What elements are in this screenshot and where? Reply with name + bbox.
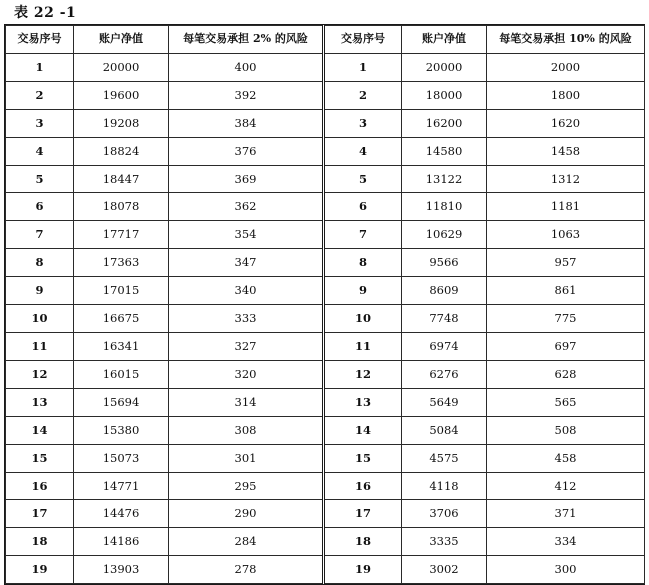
table-row xyxy=(6,109,645,137)
cell-risk-10pct: 957 xyxy=(487,249,645,277)
cell-seq-left: 9 xyxy=(6,277,74,305)
cell-risk-2pct: 362 xyxy=(169,193,324,221)
cell-risk-2pct: 384 xyxy=(169,109,324,137)
cell-seq-right: 11 xyxy=(324,332,402,360)
risk-table xyxy=(5,25,645,584)
cell-seq-left: 19 xyxy=(6,556,74,584)
table-row xyxy=(6,249,645,277)
cell-equity-left: 18078 xyxy=(74,193,169,221)
cell-equity-left: 15073 xyxy=(74,444,169,472)
cell-risk-10pct: 861 xyxy=(487,277,645,305)
cell-equity-left: 18447 xyxy=(74,165,169,193)
cell-equity-left: 13903 xyxy=(74,556,169,584)
cell-risk-10pct: 412 xyxy=(487,472,645,500)
cell-seq-left: 7 xyxy=(6,221,74,249)
cell-seq-right: 17 xyxy=(324,500,402,528)
header-risk-10pct: 每笔交易承担 10% 的风险 xyxy=(487,26,645,54)
cell-seq-right: 13 xyxy=(324,388,402,416)
cell-equity-right: 13122 xyxy=(402,165,487,193)
cell-equity-right: 6974 xyxy=(402,332,487,360)
cell-risk-10pct: 371 xyxy=(487,500,645,528)
cell-equity-right: 18000 xyxy=(402,81,487,109)
cell-equity-left: 14186 xyxy=(74,528,169,556)
cell-seq-right: 10 xyxy=(324,305,402,333)
cell-risk-2pct: 340 xyxy=(169,277,324,305)
risk-table-container xyxy=(4,24,645,585)
cell-risk-10pct: 458 xyxy=(487,444,645,472)
cell-risk-10pct: 628 xyxy=(487,360,645,388)
cell-equity-right: 3002 xyxy=(402,556,487,584)
cell-equity-right: 9566 xyxy=(402,249,487,277)
cell-risk-2pct: 333 xyxy=(169,305,324,333)
cell-risk-2pct: 400 xyxy=(169,53,324,81)
cell-equity-right: 16200 xyxy=(402,109,487,137)
table-row xyxy=(6,332,645,360)
table-row xyxy=(6,472,645,500)
cell-equity-left: 14771 xyxy=(74,472,169,500)
table-row xyxy=(6,221,645,249)
cell-seq-left: 13 xyxy=(6,388,74,416)
table-row xyxy=(6,53,645,81)
cell-seq-left: 17 xyxy=(6,500,74,528)
cell-risk-2pct: 327 xyxy=(169,332,324,360)
cell-risk-2pct: 369 xyxy=(169,165,324,193)
cell-risk-10pct: 1181 xyxy=(487,193,645,221)
cell-seq-right: 12 xyxy=(324,360,402,388)
table-body xyxy=(6,53,645,583)
cell-seq-right: 4 xyxy=(324,137,402,165)
cell-risk-10pct: 2000 xyxy=(487,53,645,81)
cell-seq-left: 18 xyxy=(6,528,74,556)
cell-equity-right: 5649 xyxy=(402,388,487,416)
cell-seq-right: 15 xyxy=(324,444,402,472)
cell-risk-10pct: 1458 xyxy=(487,137,645,165)
cell-risk-10pct: 300 xyxy=(487,556,645,584)
cell-equity-right: 7748 xyxy=(402,305,487,333)
cell-seq-right: 18 xyxy=(324,528,402,556)
cell-seq-right: 3 xyxy=(324,109,402,137)
table-row xyxy=(6,165,645,193)
cell-seq-left: 10 xyxy=(6,305,74,333)
cell-seq-right: 16 xyxy=(324,472,402,500)
cell-risk-10pct: 1620 xyxy=(487,109,645,137)
header-seq-right: 交易序号 xyxy=(324,26,402,54)
cell-risk-2pct: 278 xyxy=(169,556,324,584)
cell-equity-right: 14580 xyxy=(402,137,487,165)
cell-risk-10pct: 508 xyxy=(487,416,645,444)
cell-seq-right: 7 xyxy=(324,221,402,249)
cell-seq-left: 2 xyxy=(6,81,74,109)
cell-equity-left: 19208 xyxy=(74,109,169,137)
header-row xyxy=(6,26,645,54)
cell-seq-left: 5 xyxy=(6,165,74,193)
table-row xyxy=(6,528,645,556)
cell-seq-left: 11 xyxy=(6,332,74,360)
table-row xyxy=(6,137,645,165)
cell-equity-left: 20000 xyxy=(74,53,169,81)
header-seq-left: 交易序号 xyxy=(6,26,74,54)
cell-equity-right: 4575 xyxy=(402,444,487,472)
cell-risk-2pct: 354 xyxy=(169,221,324,249)
cell-seq-left: 15 xyxy=(6,444,74,472)
cell-equity-right: 5084 xyxy=(402,416,487,444)
table-row xyxy=(6,193,645,221)
cell-equity-left: 16341 xyxy=(74,332,169,360)
cell-seq-right: 8 xyxy=(324,249,402,277)
cell-risk-2pct: 301 xyxy=(169,444,324,472)
cell-seq-left: 14 xyxy=(6,416,74,444)
cell-equity-left: 16015 xyxy=(74,360,169,388)
cell-equity-right: 11810 xyxy=(402,193,487,221)
header-equity-right: 账户净值 xyxy=(402,26,487,54)
table-row xyxy=(6,444,645,472)
cell-equity-right: 8609 xyxy=(402,277,487,305)
cell-equity-right: 3706 xyxy=(402,500,487,528)
table-row xyxy=(6,360,645,388)
cell-seq-left: 6 xyxy=(6,193,74,221)
cell-equity-left: 14476 xyxy=(74,500,169,528)
cell-seq-left: 3 xyxy=(6,109,74,137)
cell-seq-right: 1 xyxy=(324,53,402,81)
cell-seq-right: 5 xyxy=(324,165,402,193)
cell-risk-10pct: 1800 xyxy=(487,81,645,109)
cell-seq-left: 4 xyxy=(6,137,74,165)
cell-seq-left: 8 xyxy=(6,249,74,277)
cell-equity-left: 17717 xyxy=(74,221,169,249)
cell-equity-left: 16675 xyxy=(74,305,169,333)
cell-risk-2pct: 347 xyxy=(169,249,324,277)
table-row xyxy=(6,81,645,109)
cell-risk-10pct: 334 xyxy=(487,528,645,556)
cell-equity-right: 6276 xyxy=(402,360,487,388)
cell-risk-2pct: 320 xyxy=(169,360,324,388)
cell-risk-2pct: 290 xyxy=(169,500,324,528)
table-row xyxy=(6,277,645,305)
cell-risk-2pct: 308 xyxy=(169,416,324,444)
cell-risk-10pct: 1063 xyxy=(487,221,645,249)
cell-equity-left: 18824 xyxy=(74,137,169,165)
table-row xyxy=(6,500,645,528)
cell-equity-left: 17015 xyxy=(74,277,169,305)
table-row xyxy=(6,416,645,444)
cell-risk-2pct: 376 xyxy=(169,137,324,165)
cell-seq-right: 14 xyxy=(324,416,402,444)
cell-equity-left: 15380 xyxy=(74,416,169,444)
cell-risk-10pct: 565 xyxy=(487,388,645,416)
cell-risk-10pct: 1312 xyxy=(487,165,645,193)
cell-equity-right: 10629 xyxy=(402,221,487,249)
header-risk-2pct: 每笔交易承担 2% 的风险 xyxy=(169,26,324,54)
cell-seq-right: 6 xyxy=(324,193,402,221)
table-row xyxy=(6,556,645,584)
cell-equity-left: 15694 xyxy=(74,388,169,416)
cell-equity-left: 19600 xyxy=(74,81,169,109)
cell-seq-right: 9 xyxy=(324,277,402,305)
cell-risk-10pct: 775 xyxy=(487,305,645,333)
cell-equity-right: 4118 xyxy=(402,472,487,500)
cell-risk-10pct: 697 xyxy=(487,332,645,360)
cell-equity-right: 3335 xyxy=(402,528,487,556)
cell-seq-left: 1 xyxy=(6,53,74,81)
cell-equity-right: 20000 xyxy=(402,53,487,81)
cell-risk-2pct: 314 xyxy=(169,388,324,416)
cell-seq-right: 19 xyxy=(324,556,402,584)
cell-seq-left: 12 xyxy=(6,360,74,388)
table-row xyxy=(6,388,645,416)
table-caption: 表 22 -1 xyxy=(14,5,77,21)
cell-risk-2pct: 392 xyxy=(169,81,324,109)
cell-risk-2pct: 295 xyxy=(169,472,324,500)
cell-seq-right: 2 xyxy=(324,81,402,109)
header-equity-left: 账户净值 xyxy=(74,26,169,54)
cell-equity-left: 17363 xyxy=(74,249,169,277)
cell-risk-2pct: 284 xyxy=(169,528,324,556)
table-row xyxy=(6,305,645,333)
cell-seq-left: 16 xyxy=(6,472,74,500)
